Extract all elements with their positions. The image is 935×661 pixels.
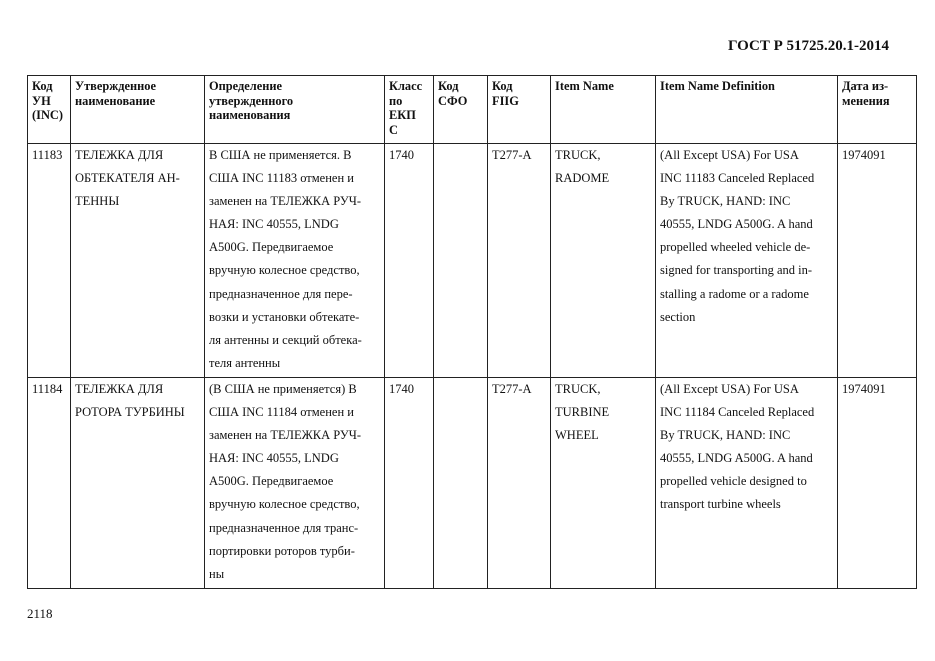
cell-text-line: заменен на ТЕЛЕЖКА РУЧ- bbox=[209, 194, 362, 209]
cell-text-line: вручную колесное средство, bbox=[209, 497, 360, 512]
cell-text: T277-A bbox=[492, 381, 532, 396]
column-header-inc bbox=[28, 76, 71, 144]
change-date-cell bbox=[838, 377, 917, 588]
table-row bbox=[28, 377, 917, 588]
column-header-line: утвержденного bbox=[209, 93, 294, 108]
cell-text-line: США INC 11184 отменен и bbox=[209, 405, 354, 420]
column-header-fiig-code bbox=[488, 76, 551, 144]
fiig-code-cell bbox=[488, 377, 551, 588]
cell-text-line: TURBINE bbox=[555, 405, 610, 420]
cell-text-line: (All Except USA) For USA bbox=[660, 381, 799, 396]
cell-text-line: WHEEL bbox=[555, 428, 599, 443]
column-header-line: наименования bbox=[209, 108, 291, 122]
cell-text-line: (All Except USA) For USA bbox=[660, 148, 799, 162]
cell-text-line: США INC 11183 отменен и bbox=[209, 171, 354, 186]
cell-text-line: ТЕННЫ bbox=[75, 194, 120, 209]
item-definition-cell bbox=[656, 377, 838, 588]
table-header-row bbox=[28, 76, 917, 144]
cell-text-line: TRUCK, bbox=[555, 381, 601, 396]
cell-text: 11184 bbox=[32, 381, 63, 396]
cell-text-line: (В США не применяется) В bbox=[209, 381, 357, 396]
cell-text-line: transport turbine wheels bbox=[660, 497, 781, 512]
cell-text-line: ТЕЛЕЖКА ДЛЯ bbox=[75, 381, 164, 396]
cell-text-line: signed for transporting and in- bbox=[660, 263, 813, 278]
column-header-line: Утвержденное bbox=[75, 79, 156, 93]
column-header-line: ЕКП bbox=[389, 108, 416, 122]
column-header-line: по bbox=[389, 93, 403, 108]
column-header-line: Item Name bbox=[555, 79, 614, 93]
column-header-line: Код bbox=[438, 79, 459, 93]
cell-text: T277-A bbox=[492, 148, 532, 162]
inc-cell bbox=[28, 144, 71, 378]
cell-text: 1740 bbox=[389, 148, 414, 162]
cell-text-line: INC 11184 Canceled Replaced bbox=[660, 405, 815, 420]
cell-text-line: ТЕЛЕЖКА ДЛЯ bbox=[75, 148, 164, 162]
name-cell bbox=[71, 144, 205, 378]
cell-text-line: портировки роторов турби- bbox=[209, 543, 355, 558]
item-definition-cell bbox=[656, 144, 838, 378]
column-header-line: Код bbox=[492, 79, 513, 93]
cell-text-line: РОТОРА ТУРБИНЫ bbox=[75, 405, 185, 420]
cell-text-line: By TRUCK, HAND: INC bbox=[660, 194, 791, 209]
column-header-line: FIIG bbox=[492, 93, 519, 108]
column-header-line: менения bbox=[842, 93, 890, 108]
change-date-cell bbox=[838, 144, 917, 378]
cell-text-line: section bbox=[660, 309, 696, 324]
column-header-item-definition bbox=[656, 76, 838, 144]
column-header-change-date bbox=[838, 76, 917, 144]
cell-text-line: RADOME bbox=[555, 171, 610, 186]
column-header-definition bbox=[205, 76, 385, 144]
column-header-line: Item Name Definition bbox=[660, 79, 775, 93]
column-header-name bbox=[71, 76, 205, 144]
cell-text-line: В США не применяется. В bbox=[209, 148, 352, 162]
ekps-class-cell bbox=[385, 144, 434, 378]
cell-text-line: propelled wheeled vehicle de- bbox=[660, 240, 811, 255]
cell-text: 1974091 bbox=[842, 381, 886, 396]
column-header-line: (INC) bbox=[32, 108, 63, 122]
cell-text-line: INC 11183 Canceled Replaced bbox=[660, 171, 815, 186]
table-row bbox=[28, 144, 917, 378]
cell-text-line: ля антенны и секций обтека- bbox=[209, 332, 362, 347]
cell-text: 11183 bbox=[32, 148, 63, 162]
column-header-ekps-class bbox=[385, 76, 434, 144]
cell-text-line: НАЯ: INC 40555, LNDG bbox=[209, 451, 339, 466]
cell-text-line: By TRUCK, HAND: INC bbox=[660, 428, 791, 443]
inc-cell bbox=[28, 377, 71, 588]
definition-cell bbox=[205, 144, 385, 378]
cell-text-line: ОБТЕКАТЕЛЯ АН- bbox=[75, 171, 180, 186]
definition-cell bbox=[205, 377, 385, 588]
column-header-line: СФО bbox=[438, 93, 468, 108]
column-header-line: С bbox=[389, 122, 398, 137]
cell-text-line: предназначенное для транс- bbox=[209, 520, 359, 535]
classification-table bbox=[27, 75, 917, 589]
cell-text-line: TRUCK, bbox=[555, 148, 601, 162]
column-header-line: Код bbox=[32, 79, 53, 93]
cell-text-line: stalling a radome or a radome bbox=[660, 286, 809, 301]
cell-text-line: A500G. Передвигаемое bbox=[209, 240, 334, 255]
cell-text-line: A500G. Передвигаемое bbox=[209, 474, 334, 489]
column-header-sfo-code bbox=[434, 76, 488, 144]
fiig-code-cell bbox=[488, 144, 551, 378]
column-header-line: наименование bbox=[75, 93, 156, 108]
cell-text-line: теля антенны bbox=[209, 355, 281, 370]
page-number: 2118 bbox=[27, 606, 53, 621]
sfo-code-cell bbox=[434, 377, 488, 588]
name-cell bbox=[71, 377, 205, 588]
ekps-class-cell bbox=[385, 377, 434, 588]
cell-text-line: propelled vehicle designed to bbox=[660, 474, 807, 489]
item-name-cell bbox=[551, 144, 656, 378]
cell-text-line: вручную колесное средство, bbox=[209, 263, 360, 278]
cell-text-line: ны bbox=[209, 566, 225, 581]
cell-text-line: 40555, LNDG A500G. A hand bbox=[660, 451, 813, 466]
column-header-line: Дата из- bbox=[842, 79, 889, 93]
cell-text-line: НАЯ: INC 40555, LNDG bbox=[209, 217, 339, 232]
cell-text: 1740 bbox=[389, 381, 414, 396]
column-header-line: УН bbox=[32, 93, 51, 108]
cell-text-line: предназначенное для пере- bbox=[209, 286, 353, 301]
cell-text-line: возки и установки обтекате- bbox=[209, 309, 360, 324]
cell-text-line: заменен на ТЕЛЕЖКА РУЧ- bbox=[209, 428, 362, 443]
column-header-line: Класс bbox=[389, 79, 423, 93]
cell-text: 1974091 bbox=[842, 148, 886, 162]
document-header: ГОСТ Р 51725.20.1-2014 bbox=[727, 38, 889, 54]
item-name-cell bbox=[551, 377, 656, 588]
column-header-item-name bbox=[551, 76, 656, 144]
sfo-code-cell bbox=[434, 144, 488, 378]
cell-text-line: 40555, LNDG A500G. A hand bbox=[660, 217, 813, 232]
column-header-line: Определение bbox=[209, 79, 283, 93]
